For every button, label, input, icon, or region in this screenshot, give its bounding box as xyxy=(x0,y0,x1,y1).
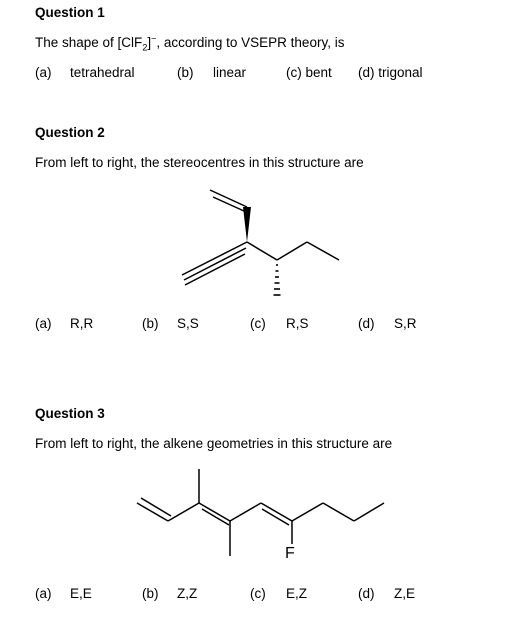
question-2-prompt: From left to right, the stereocentres in this structure are xyxy=(35,155,364,170)
q3-option-a-letter: (a) xyxy=(35,586,52,601)
q1-option-a-letter: (a) xyxy=(35,65,52,80)
q2-option-c-text: R,S xyxy=(286,316,309,331)
q3-option-a-text: E,E xyxy=(70,586,92,601)
question-1-prompt: The shape of [ClF$_2$]−, according to VSEPR theory, is xyxy=(35,33,345,53)
q3-option-c-text: E,Z xyxy=(286,586,308,601)
q2-option-a-letter: (a) xyxy=(35,316,52,331)
question-1-title: Question 1 xyxy=(35,5,105,20)
question-3-prompt: From left to right, the alkene geometries in this structure are xyxy=(35,436,393,451)
q1-option-a-text: tetrahedral xyxy=(70,65,135,80)
q3-bond-b xyxy=(230,503,261,521)
q3-bond-a xyxy=(168,503,199,521)
q2-option-b-text: S,S xyxy=(177,316,199,331)
q3-chain-2 xyxy=(323,503,354,521)
q3-option-d-letter: (d) xyxy=(358,586,375,601)
q1-option-d: (d) trigonal xyxy=(358,65,423,80)
q3-option-b-letter: (b) xyxy=(142,586,159,601)
q3-alkene-1-bond-1 xyxy=(199,503,230,521)
q2-option-d-text: S,R xyxy=(394,316,417,331)
q3-fluorine-label: F xyxy=(285,545,295,562)
question-3-title: Question 3 xyxy=(35,406,105,421)
q3-option-c-letter: (c) xyxy=(250,586,266,601)
question-2-title: Question 2 xyxy=(35,125,105,140)
q2-option-c-letter: (c) xyxy=(250,316,266,331)
q3-chain-3 xyxy=(354,503,384,521)
q2-option-a-text: R,R xyxy=(70,316,94,331)
q3-chain-1 xyxy=(292,503,323,521)
q1-option-b-text: linear xyxy=(213,65,247,80)
q1-option-c: (c) bent xyxy=(286,65,332,80)
q2-option-b-letter: (b) xyxy=(142,316,159,331)
q2-option-d-letter: (d) xyxy=(358,316,375,331)
q1-option-b-letter: (b) xyxy=(177,65,194,80)
q3-alkene-1-bond-2 xyxy=(202,509,229,525)
q3-option-d-text: Z,E xyxy=(394,586,416,601)
q3-option-b-text: Z,Z xyxy=(177,586,198,601)
